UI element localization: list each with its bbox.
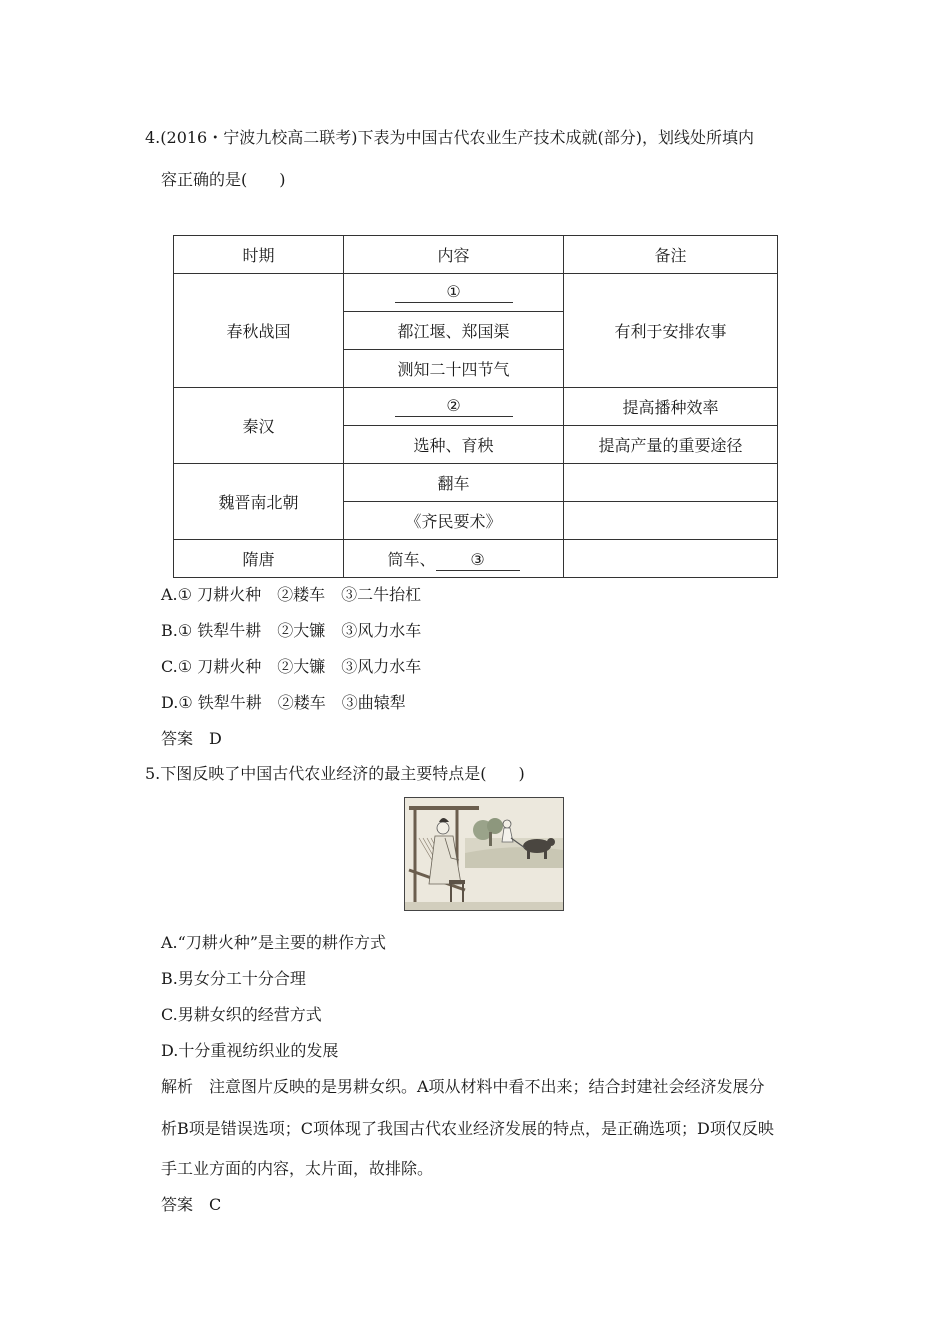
header-period: 时期 <box>174 236 344 274</box>
q4-option-d: D.① 铁犁牛耕 ②耧车 ③曲辕犁 <box>161 693 406 712</box>
q4-option-c: C.① 刀耕火种 ②大镰 ③风力水车 <box>161 657 422 676</box>
table-row <box>174 464 778 502</box>
period-wei-jin: 魏晋南北朝 <box>174 464 344 540</box>
note-yield: 提高产量的重要途径 <box>564 426 778 464</box>
blank-2: ② <box>395 396 513 417</box>
q5-stem: 5.下图反映了中国古代农业经济的最主要特点是( ) <box>145 764 525 783</box>
q5-answer: 答案 C <box>161 1195 222 1214</box>
content-tongche <box>344 540 564 578</box>
table-row <box>174 274 778 312</box>
blank-cell-2 <box>344 388 564 426</box>
table-header-row <box>174 236 778 274</box>
note-empty <box>564 502 778 540</box>
note-spring-autumn: 有利于安排农事 <box>564 274 778 388</box>
blank-1: ① <box>395 282 513 303</box>
content-qimin-yaoshu: 《齐民要术》 <box>344 502 564 540</box>
q4-stem-line2: 容正确的是( ) <box>161 170 286 189</box>
table-row <box>174 540 778 578</box>
q5-option-d: D.十分重视纺织业的发展 <box>161 1041 339 1060</box>
agri-tech-table <box>173 235 778 578</box>
tongche-prefix: 筒车、 <box>387 549 436 569</box>
q5-analysis-line2: 析B项是错误选项；C项体现了我国古代农业经济发展的特点，是正确选项；D项仅反映 <box>161 1119 774 1138</box>
farming-weaving-illustration <box>404 797 564 911</box>
table-row <box>174 388 778 426</box>
content-seed-selection: 选种、育秧 <box>344 426 564 464</box>
blank-3: ③ <box>436 550 520 571</box>
period-sui-tang: 隋唐 <box>174 540 344 578</box>
q5-option-a: A.“刀耕火种”是主要的耕作方式 <box>161 933 387 952</box>
period-spring-autumn: 春秋战国 <box>174 274 344 388</box>
q4-option-a: A.① 刀耕火种 ②耧车 ③二牛抬杠 <box>161 585 422 604</box>
header-note: 备注 <box>564 236 778 274</box>
note-sowing-efficiency: 提高播种效率 <box>564 388 778 426</box>
q4-option-b: B.① 铁犁牛耕 ②大镰 ③风力水车 <box>161 621 422 640</box>
q4-answer: 答案 D <box>161 729 222 748</box>
q5-analysis-line3: 手工业方面的内容，太片面，故排除。 <box>161 1159 434 1178</box>
blank-cell-1 <box>344 274 564 312</box>
q5-option-b: B.男女分工十分合理 <box>161 969 306 988</box>
q5-analysis-line1: 解析 注意图片反映的是男耕女织。A项从材料中看不出来；结合封建社会经济发展分 <box>161 1077 765 1096</box>
period-qin-han: 秦汉 <box>174 388 344 464</box>
content-dujiangyan: 都江堰、郑国渠 <box>344 312 564 350</box>
illustration-svg <box>405 798 563 910</box>
q4-stem-line1: 4.(2016・宁波九校高二联考)下表为中国古代农业生产技术成就(部分)，划线处所填内 <box>145 128 754 147</box>
header-content: 内容 <box>344 236 564 274</box>
note-empty <box>564 540 778 578</box>
note-empty <box>564 464 778 502</box>
content-fanche: 翻车 <box>344 464 564 502</box>
q5-option-c: C.男耕女织的经营方式 <box>161 1005 322 1024</box>
content-solar-terms: 测知二十四节气 <box>344 350 564 388</box>
